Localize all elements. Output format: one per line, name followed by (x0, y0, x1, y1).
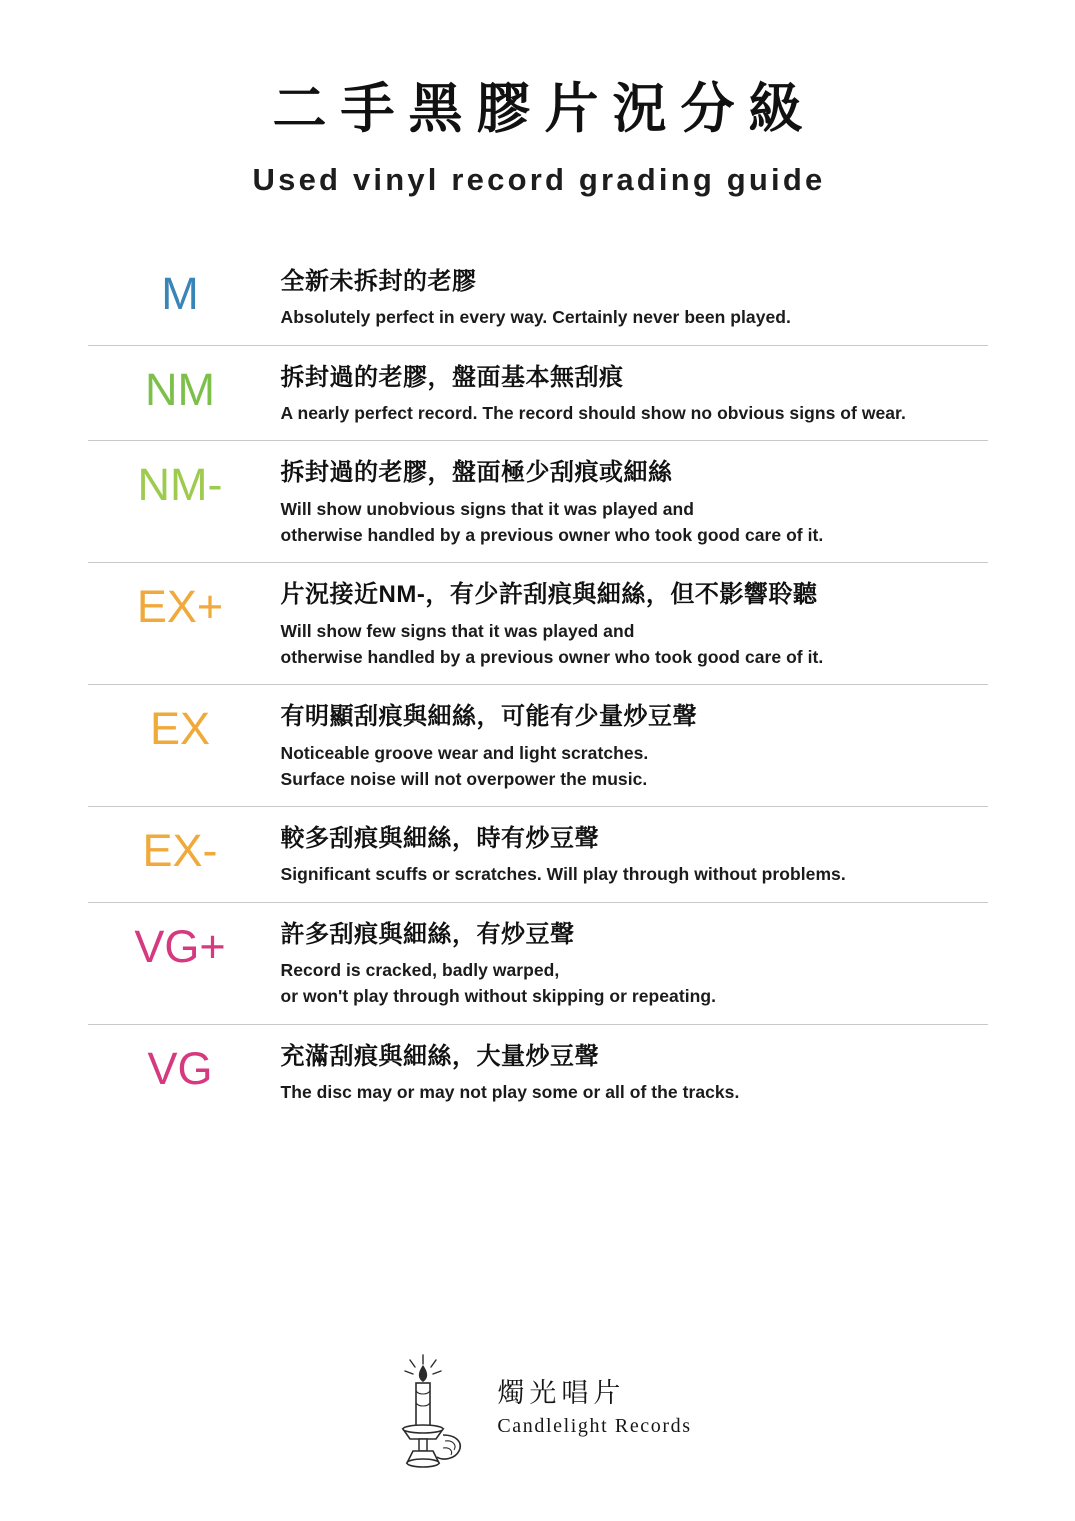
grade-row (88, 807, 988, 903)
grade-description-zh: 有明顯刮痕與細絲，可能有少量炒豆聲 (280, 703, 697, 731)
grade-description (273, 821, 988, 888)
grade-description-en-line: The disc may or may not play some or all of the tracks. (280, 1081, 740, 1102)
grade-description (273, 264, 988, 331)
grade-description (273, 577, 988, 670)
grade-description-en-line: Surface noise will not overpower the music. (280, 768, 648, 789)
grade-description (273, 917, 988, 1010)
grade-code: VG (147, 1042, 213, 1094)
poster-header (0, 0, 1075, 198)
grade-description-en-line: otherwise handled by a previous owner who took good care of it. (280, 525, 824, 546)
grade-description-zh: 拆封過的老膠，盤面基本無刮痕 (280, 363, 624, 391)
grade-code: M (161, 268, 199, 320)
page-title-zh: 二手黑膠片況分級 (272, 79, 817, 139)
grade-description-en (281, 400, 988, 426)
brand-name-en: Candlelight Records (497, 1415, 692, 1438)
grade-code: EX+ (136, 581, 224, 633)
grade-code: VG+ (134, 920, 226, 972)
grade-description-en (281, 1079, 988, 1105)
brand-text (497, 1376, 691, 1444)
grade-row (88, 563, 988, 685)
grade-description-zh: 片況接近NM-，有少許刮痕與細絲，但不影響聆聽 (280, 581, 818, 609)
page-title-en: Used vinyl record grading guide (252, 162, 826, 198)
grade-description-en (281, 496, 988, 549)
grade-description-en-line: otherwise handled by a previous owner who took good care of it. (280, 646, 824, 667)
grade-row (88, 903, 988, 1025)
grading-list (88, 250, 988, 1119)
grade-row (88, 346, 988, 442)
grade-description (273, 360, 988, 427)
grade-description-zh: 許多刮痕與細絲，有炒豆聲 (280, 920, 575, 948)
grade-row (88, 441, 988, 563)
grade-code: EX- (142, 825, 218, 877)
grade-code: EX (149, 703, 211, 755)
grade-description-en-line: A nearly perfect record. The record should show no obvious signs of wear. (280, 403, 906, 424)
candle-icon (383, 1351, 479, 1469)
grade-description-en-line: Will show unobvious signs that it was played and (280, 498, 695, 519)
brand-name-zh: 燭光唱片 (497, 1377, 626, 1408)
brand-footer (0, 1351, 1075, 1469)
grade-description-en (281, 740, 988, 793)
grade-description (273, 1039, 988, 1106)
grade-code: NM (145, 363, 215, 415)
grade-description-en-line: Noticeable groove wear and light scratches. (280, 742, 649, 763)
grade-row (88, 1025, 988, 1120)
grade-description-en (281, 618, 988, 671)
grade-description-en (281, 304, 988, 330)
grade-description-zh: 充滿刮痕與細絲，大量炒豆聲 (280, 1042, 599, 1070)
grade-description-en-line: Record is cracked, badly warped, (280, 960, 560, 981)
grade-row (88, 685, 988, 807)
grade-description-en-line: or won't play through without skipping or repeating. (280, 986, 716, 1007)
grade-row (88, 250, 988, 346)
grade-description-zh: 拆封過的老膠，盤面極少刮痕或細絲 (280, 459, 673, 487)
grade-description-en (281, 957, 988, 1010)
grade-description-zh: 全新未拆封的老膠 (280, 268, 477, 296)
grade-description (273, 455, 988, 548)
grade-code: NM- (137, 459, 223, 511)
grade-description-en-line: Will show few signs that it was played and (280, 620, 635, 641)
grade-description-en-line: Significant scuffs or scratches. Will play through without problems. (280, 864, 846, 885)
grade-description-en (281, 861, 988, 887)
grade-description-en-line: Absolutely perfect in every way. Certainly never been played. (280, 307, 791, 328)
grade-description (273, 699, 988, 792)
grade-description-zh: 較多刮痕與細絲，時有炒豆聲 (280, 825, 599, 853)
